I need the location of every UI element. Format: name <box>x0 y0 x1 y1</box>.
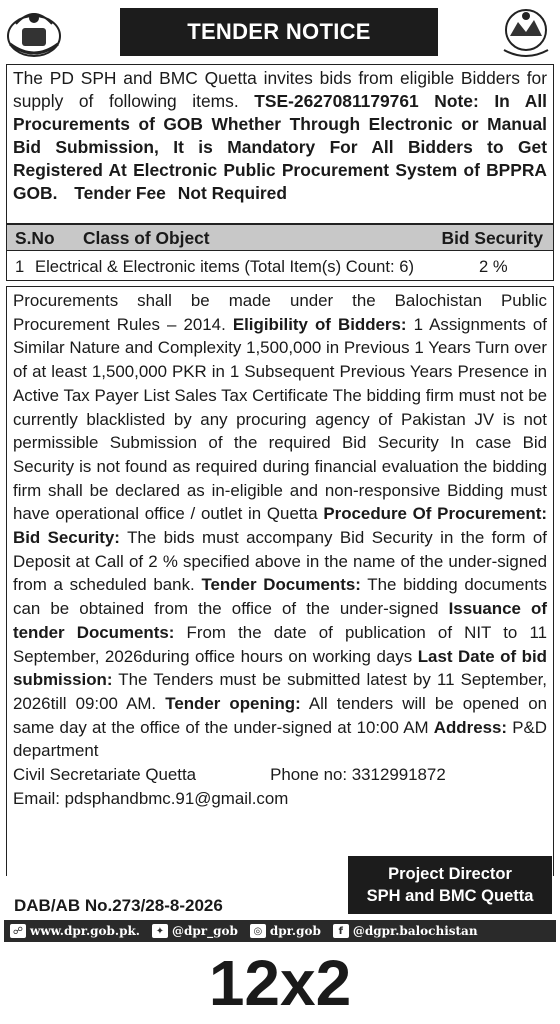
contact-row <box>13 763 547 787</box>
heading-last-date: Last Date of bid submission: <box>13 646 547 690</box>
notice-body <box>6 286 554 876</box>
body-text: All tenders will be opened on same day at the office of the under-signed at 10:00 AM <box>13 693 548 737</box>
fee-label: Tender Fee <box>74 183 166 203</box>
balochistan-emblem-icon <box>4 4 64 60</box>
heading-issuance: Issuance of tender Documents: <box>13 599 547 642</box>
signatory-title: Project Director <box>388 865 512 883</box>
heading-address: Address: <box>433 717 508 737</box>
cell-class: Electrical & Electronic items (Total Item(s) Count: 6) <box>35 257 414 276</box>
instagram-icon: ◎ <box>250 924 266 938</box>
body-text: The Tenders must be submitted latest by 11 September, 2026till 09:00 AM. <box>13 670 547 713</box>
instagram-handle: dpr.gob <box>269 924 321 938</box>
tse-note: TSE-2627081179761 Note: In All Procurements of GOB Whether Through Electronic or Manual Bid Submission, It is Mandatory For All Bidders to Get Registered At Electronic Public Procurement System of BPPRA GOB. <box>13 91 547 203</box>
twitter-link[interactable] <box>152 924 238 938</box>
signatory-office: SPH and BMC Quetta <box>366 887 534 905</box>
cell-security: 2 % <box>479 257 508 276</box>
body-text: The bids must accompany Bid Security in the form of Deposit at Call of 2 % specified above in the name of the under-signed from a scheduled bank. <box>13 528 547 595</box>
dpr-emblem-icon <box>496 4 556 60</box>
heading-procedure: Procedure Of Procurement: Bid Security: <box>13 504 547 548</box>
page-title: TENDER NOTICE <box>120 8 438 56</box>
col-class: Class of Object <box>83 228 210 248</box>
website-link[interactable] <box>10 924 140 938</box>
intro-text: The PD SPH and BMC Quetta invites bids from eligible Bidders for supply of following items. <box>13 68 547 111</box>
twitter-handle: @dpr_gob <box>172 924 238 938</box>
tender-fee <box>62 183 287 203</box>
signatory-box <box>348 856 552 914</box>
body-text: 1 Assignments of Similar Nature and Complexity 1,500,000 in Previous 1 Years Turn over of at least 1,500,000 PKR in 1 Subsequent Previous Years Presence in Active Tax Payer List Sales Tax Certificate The bidding firm must not be currently blacklisted by any procuring agency of Pakistan JV is not permissible Submission of the required Bid Security In case Bid Security is not found as required during financial evaluation the bidding firm shall be declared as in-eligible and non-responsive Bidding must have operational office / outlet in Quetta <box>13 314 547 524</box>
col-sno: S.No <box>15 228 55 248</box>
heading-tender-opening: Tender opening: <box>165 693 301 713</box>
body-text: P&D department <box>13 717 547 761</box>
fee-value: Not Required <box>177 183 287 203</box>
facebook-handle: @dgpr.balochistan <box>352 924 478 938</box>
body-text: From the date of publication of NIT to 11 September, 2026during office hours on working days <box>13 622 548 666</box>
website-text: www.dpr.gob.pk. <box>30 924 140 938</box>
cell-sno: 1 <box>15 257 25 276</box>
facebook-link[interactable] <box>333 924 478 938</box>
reference-number: DAB/AB No.273/28-8-2026 <box>14 896 223 915</box>
twitter-icon: ✦ <box>152 924 168 938</box>
facebook-icon: f <box>333 924 349 938</box>
table-row <box>6 251 554 281</box>
ad-size-label: 12x2 <box>208 947 352 1019</box>
col-security: Bid Security <box>441 228 543 248</box>
body-text: Procurements shall be made under the Balochistan Public Procurement Rules – 2014. <box>13 291 547 334</box>
body-text: The bidding documents can be obtained from the office of the under-signed <box>13 575 547 619</box>
globe-icon: ☍ <box>10 924 26 938</box>
instagram-link[interactable] <box>250 924 321 938</box>
email-address: Email: pdsphandbmc.91@gmail.com <box>13 788 289 808</box>
intro-paragraph <box>6 64 554 224</box>
social-bar <box>4 920 556 942</box>
heading-tender-documents: Tender Documents: <box>201 575 361 595</box>
header <box>0 0 560 64</box>
heading-eligibility: Eligibility of Bidders: <box>232 314 407 334</box>
phone-number: Phone no: 3312991872 <box>270 765 446 785</box>
table-header <box>6 224 554 251</box>
address-line: Civil Secretariate Quetta <box>13 765 197 785</box>
